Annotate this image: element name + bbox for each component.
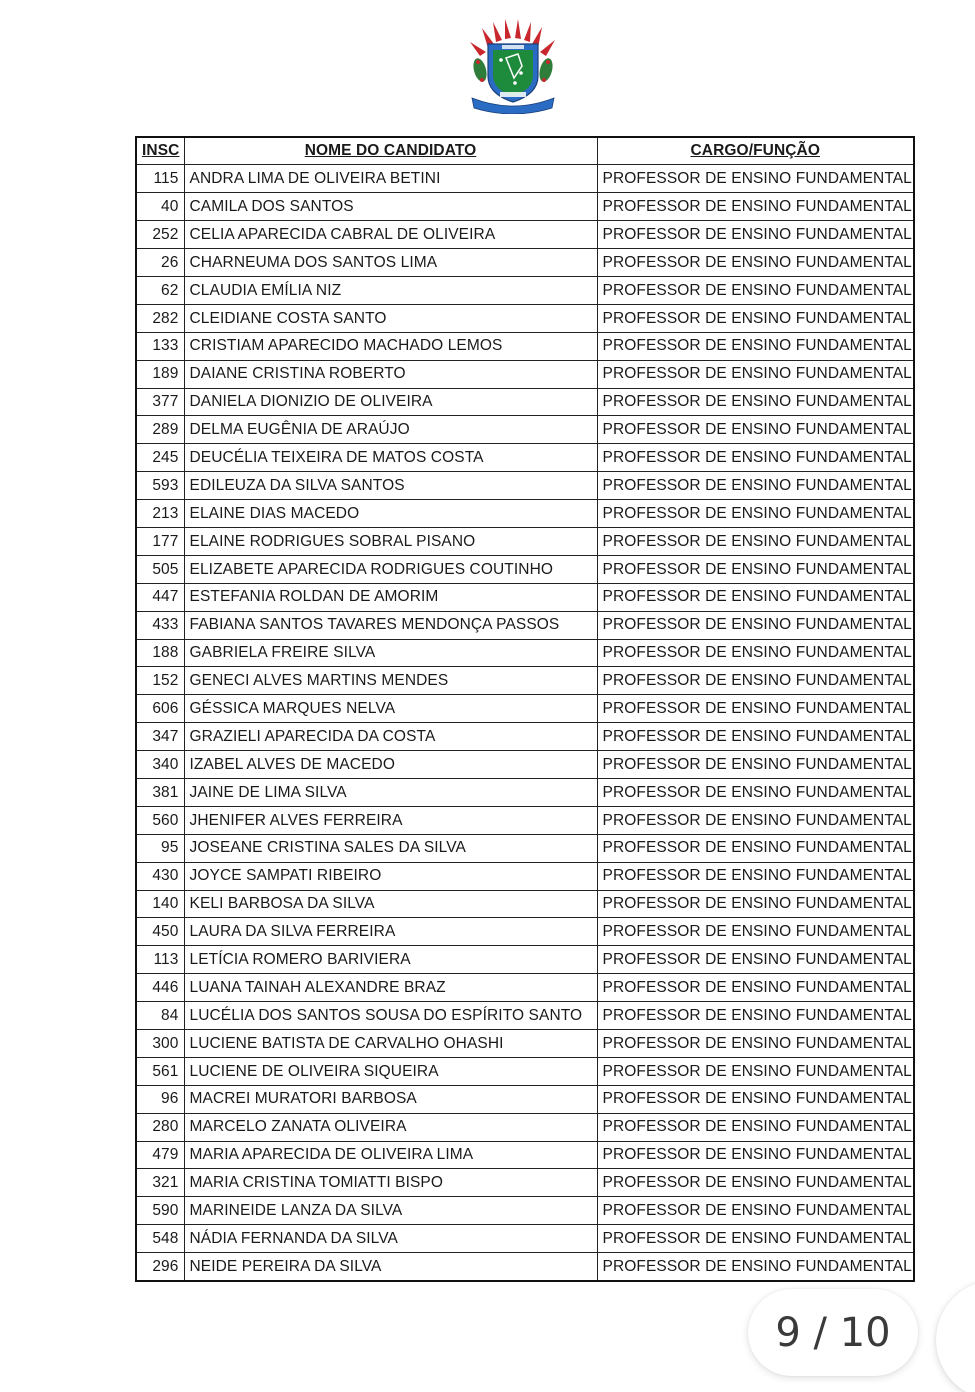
cell-insc: 560 [136,806,184,834]
cell-nome: GRAZIELI APARECIDA DA COSTA [184,723,597,751]
cell-nome: KELI BARBOSA DA SILVA [184,890,597,918]
table-row [136,1169,914,1197]
cell-cargo: PROFESSOR DE ENSINO FUNDAMENTAL [597,806,914,834]
table-row [136,276,914,304]
cell-insc: 152 [136,667,184,695]
cell-nome: JAINE DE LIMA SILVA [184,778,597,806]
cell-insc: 300 [136,1030,184,1058]
page-indicator: 9 / 10 [748,1289,918,1376]
cell-nome: CELIA APARECIDA CABRAL DE OLIVEIRA [184,221,597,249]
cell-cargo: PROFESSOR DE ENSINO FUNDAMENTAL [597,974,914,1002]
cell-nome: MARINEIDE LANZA DA SILVA [184,1197,597,1225]
cell-insc: 189 [136,360,184,388]
table-row [136,806,914,834]
cell-nome: CAMILA DOS SANTOS [184,193,597,221]
table-row [136,388,914,416]
cell-cargo: PROFESSOR DE ENSINO FUNDAMENTAL [597,1057,914,1085]
cell-nome: ELAINE DIAS MACEDO [184,500,597,528]
cell-insc: 252 [136,221,184,249]
cell-insc: 340 [136,751,184,779]
cell-nome: MARCELO ZANATA OLIVEIRA [184,1113,597,1141]
cell-insc: 280 [136,1113,184,1141]
cell-cargo: PROFESSOR DE ENSINO FUNDAMENTAL [597,834,914,862]
cell-cargo: PROFESSOR DE ENSINO FUNDAMENTAL [597,667,914,695]
cell-cargo: PROFESSOR DE ENSINO FUNDAMENTAL [597,1030,914,1058]
cell-nome: ESTEFANIA ROLDAN DE AMORIM [184,583,597,611]
table-row [136,1197,914,1225]
cell-cargo: PROFESSOR DE ENSINO FUNDAMENTAL [597,360,914,388]
table-row [136,639,914,667]
table-row [136,304,914,332]
cell-nome: LAURA DA SILVA FERREIRA [184,918,597,946]
table-row [136,723,914,751]
viewer-action-button[interactable] [936,1280,975,1392]
cell-insc: 177 [136,527,184,555]
cell-cargo: PROFESSOR DE ENSINO FUNDAMENTAL [597,611,914,639]
cell-nome: EDILEUZA DA SILVA SANTOS [184,472,597,500]
cell-nome: MARIA APARECIDA DE OLIVEIRA LIMA [184,1141,597,1169]
cell-insc: 140 [136,890,184,918]
table-row [136,1002,914,1030]
header-cargo-funcao: CARGO/FUNÇÃO [597,137,914,165]
cell-cargo: PROFESSOR DE ENSINO FUNDAMENTAL [597,193,914,221]
cell-nome: IZABEL ALVES DE MACEDO [184,751,597,779]
header-insc: INSC [136,137,184,165]
cell-nome: DAIANE CRISTINA ROBERTO [184,360,597,388]
cell-nome: CLEIDIANE COSTA SANTO [184,304,597,332]
cell-cargo: PROFESSOR DE ENSINO FUNDAMENTAL [597,778,914,806]
cell-nome: DANIELA DIONIZIO DE OLIVEIRA [184,388,597,416]
cell-nome: CHARNEUMA DOS SANTOS LIMA [184,249,597,277]
cell-insc: 381 [136,778,184,806]
cell-nome: NEIDE PEREIRA DA SILVA [184,1253,597,1281]
table-row [136,416,914,444]
cell-insc: 446 [136,974,184,1002]
cell-nome: GENECI ALVES MARTINS MENDES [184,667,597,695]
table-row [136,1253,914,1281]
cell-cargo: PROFESSOR DE ENSINO FUNDAMENTAL [597,221,914,249]
table-row [136,1225,914,1253]
cell-nome: GÉSSICA MARQUES NELVA [184,695,597,723]
cell-insc: 433 [136,611,184,639]
cell-nome: NÁDIA FERNANDA DA SILVA [184,1225,597,1253]
table-row [136,974,914,1002]
table-row [136,472,914,500]
table-row [136,332,914,360]
cell-insc: 321 [136,1169,184,1197]
cell-cargo: PROFESSOR DE ENSINO FUNDAMENTAL [597,527,914,555]
cell-cargo: PROFESSOR DE ENSINO FUNDAMENTAL [597,1197,914,1225]
cell-insc: 113 [136,946,184,974]
cell-nome: CRISTIAM APARECIDO MACHADO LEMOS [184,332,597,360]
cell-nome: LUCIENE BATISTA DE CARVALHO OHASHI [184,1030,597,1058]
cell-insc: 606 [136,695,184,723]
cell-insc: 282 [136,304,184,332]
table-row [136,667,914,695]
cell-cargo: PROFESSOR DE ENSINO FUNDAMENTAL [597,946,914,974]
cell-insc: 213 [136,500,184,528]
coat-of-arms-icon [468,18,558,114]
cell-cargo: PROFESSOR DE ENSINO FUNDAMENTAL [597,304,914,332]
table-row [136,611,914,639]
cell-cargo: PROFESSOR DE ENSINO FUNDAMENTAL [597,472,914,500]
cell-nome: FABIANA SANTOS TAVARES MENDONÇA PASSOS [184,611,597,639]
cell-nome: LETÍCIA ROMERO BARIVIERA [184,946,597,974]
table-row [136,555,914,583]
cell-cargo: PROFESSOR DE ENSINO FUNDAMENTAL [597,165,914,193]
cell-cargo: PROFESSOR DE ENSINO FUNDAMENTAL [597,500,914,528]
cell-nome: JOYCE SAMPATI RIBEIRO [184,862,597,890]
table-body [136,165,914,1281]
cell-cargo: PROFESSOR DE ENSINO FUNDAMENTAL [597,332,914,360]
cell-nome: JOSEANE CRISTINA SALES DA SILVA [184,834,597,862]
cell-insc: 133 [136,332,184,360]
cell-insc: 447 [136,583,184,611]
cell-nome: LUCÉLIA DOS SANTOS SOUSA DO ESPÍRITO SANTO [184,1002,597,1030]
cell-insc: 450 [136,918,184,946]
table-row [136,1141,914,1169]
cell-nome: DEUCÉLIA TEIXEIRA DE MATOS COSTA [184,444,597,472]
table-header-row [136,137,914,165]
cell-cargo: PROFESSOR DE ENSINO FUNDAMENTAL [597,1253,914,1281]
cell-insc: 289 [136,416,184,444]
cell-cargo: PROFESSOR DE ENSINO FUNDAMENTAL [597,276,914,304]
cell-insc: 115 [136,165,184,193]
cell-nome: MACREI MURATORI BARBOSA [184,1085,597,1113]
cell-nome: ELIZABETE APARECIDA RODRIGUES COUTINHO [184,555,597,583]
candidate-table [135,136,915,1282]
cell-insc: 548 [136,1225,184,1253]
cell-nome: CLAUDIA EMÍLIA NIZ [184,276,597,304]
cell-nome: ANDRA LIMA DE OLIVEIRA BETINI [184,165,597,193]
table-row [136,1085,914,1113]
cell-insc: 40 [136,193,184,221]
cell-cargo: PROFESSOR DE ENSINO FUNDAMENTAL [597,1113,914,1141]
cell-insc: 188 [136,639,184,667]
table-row [136,695,914,723]
cell-insc: 84 [136,1002,184,1030]
table-row [136,500,914,528]
cell-cargo: PROFESSOR DE ENSINO FUNDAMENTAL [597,1169,914,1197]
cell-cargo: PROFESSOR DE ENSINO FUNDAMENTAL [597,1141,914,1169]
cell-nome: LUCIENE DE OLIVEIRA SIQUEIRA [184,1057,597,1085]
table-row [136,1030,914,1058]
cell-insc: 377 [136,388,184,416]
table-row [136,249,914,277]
table-row [136,221,914,249]
cell-cargo: PROFESSOR DE ENSINO FUNDAMENTAL [597,1085,914,1113]
cell-nome: ELAINE RODRIGUES SOBRAL PISANO [184,527,597,555]
cell-cargo: PROFESSOR DE ENSINO FUNDAMENTAL [597,723,914,751]
table-row [136,1057,914,1085]
table-row [136,751,914,779]
table-row [136,444,914,472]
cell-nome: GABRIELA FREIRE SILVA [184,639,597,667]
cell-insc: 245 [136,444,184,472]
table-row [136,527,914,555]
cell-cargo: PROFESSOR DE ENSINO FUNDAMENTAL [597,249,914,277]
cell-cargo: PROFESSOR DE ENSINO FUNDAMENTAL [597,751,914,779]
table-row [136,834,914,862]
cell-nome: MARIA CRISTINA TOMIATTI BISPO [184,1169,597,1197]
cell-cargo: PROFESSOR DE ENSINO FUNDAMENTAL [597,388,914,416]
cell-insc: 505 [136,555,184,583]
table-row [136,946,914,974]
table-row [136,862,914,890]
cell-insc: 96 [136,1085,184,1113]
cell-insc: 479 [136,1141,184,1169]
table-row [136,360,914,388]
cell-cargo: PROFESSOR DE ENSINO FUNDAMENTAL [597,444,914,472]
table-row [136,165,914,193]
cell-insc: 347 [136,723,184,751]
table-row [136,890,914,918]
table-row [136,918,914,946]
cell-cargo: PROFESSOR DE ENSINO FUNDAMENTAL [597,862,914,890]
cell-cargo: PROFESSOR DE ENSINO FUNDAMENTAL [597,583,914,611]
cell-cargo: PROFESSOR DE ENSINO FUNDAMENTAL [597,695,914,723]
table-row [136,583,914,611]
cell-cargo: PROFESSOR DE ENSINO FUNDAMENTAL [597,918,914,946]
cell-cargo: PROFESSOR DE ENSINO FUNDAMENTAL [597,555,914,583]
cell-insc: 95 [136,834,184,862]
cell-insc: 296 [136,1253,184,1281]
table-row [136,193,914,221]
cell-cargo: PROFESSOR DE ENSINO FUNDAMENTAL [597,416,914,444]
cell-nome: LUANA TAINAH ALEXANDRE BRAZ [184,974,597,1002]
header-nome-do-candidato: NOME DO CANDIDATO [184,137,597,165]
cell-nome: DELMA EUGÊNIA DE ARAÚJO [184,416,597,444]
cell-insc: 561 [136,1057,184,1085]
cell-insc: 62 [136,276,184,304]
cell-insc: 430 [136,862,184,890]
cell-cargo: PROFESSOR DE ENSINO FUNDAMENTAL [597,1225,914,1253]
cell-nome: JHENIFER ALVES FERREIRA [184,806,597,834]
table-row [136,778,914,806]
cell-insc: 590 [136,1197,184,1225]
cell-cargo: PROFESSOR DE ENSINO FUNDAMENTAL [597,1002,914,1030]
cell-insc: 593 [136,472,184,500]
cell-cargo: PROFESSOR DE ENSINO FUNDAMENTAL [597,890,914,918]
table-row [136,1113,914,1141]
cell-insc: 26 [136,249,184,277]
cell-cargo: PROFESSOR DE ENSINO FUNDAMENTAL [597,639,914,667]
